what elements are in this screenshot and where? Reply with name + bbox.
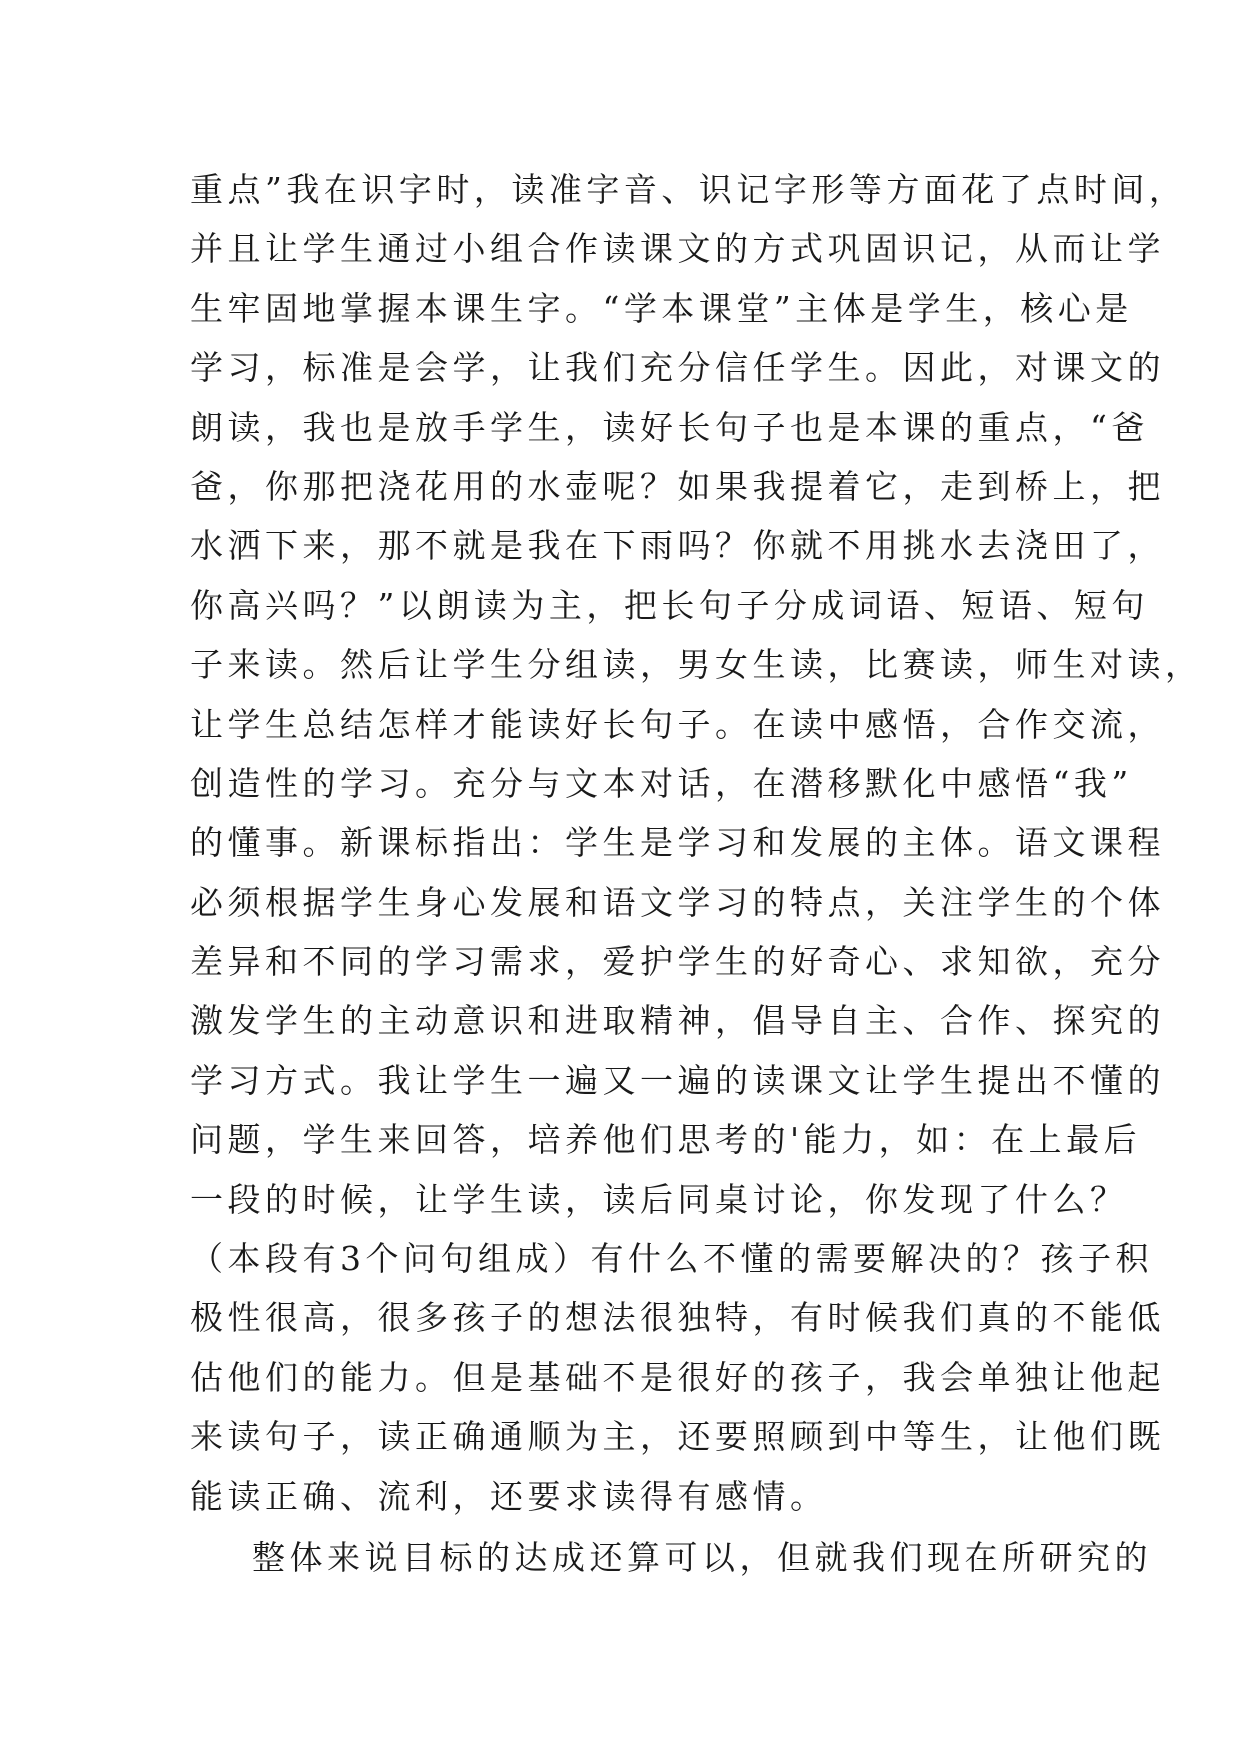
text-line: 来读句子，读正确通顺为主，还要照顾到中等生，让他们既 <box>190 1417 1165 1457</box>
paragraph <box>190 1528 1152 1587</box>
paragraph <box>190 160 1203 1526</box>
text-line: 整体来说目标的达成还算可以，但就我们现在所研究的 <box>252 1537 1152 1577</box>
text-line: 估他们的能力。但是基础不是很好的孩子，我会单独让他起 <box>190 1357 1165 1397</box>
text-line: 学习方式。我让学生一遍又一遍的读课文让学生提出不懂的 <box>190 1060 1165 1100</box>
text-line: 你高兴吗？”以朗读为主，把长句子分成词语、短语、短句 <box>190 585 1149 625</box>
text-line: 学习，标准是会学，让我们充分信任学生。因此，对课文的 <box>190 348 1165 388</box>
text-line: 朗读，我也是放手学生，读好长句子也是本课的重点，“爸 <box>190 407 1149 447</box>
text-line: 创造性的学习。充分与文本对话，在潜移默化中感悟“我” <box>190 763 1133 803</box>
text-line: （本段有3个问句组成）有什么不懂的需要解决的？孩子积 <box>190 1239 1153 1279</box>
text-line: 能读正确、流利，还要求读得有感情。 <box>190 1476 828 1516</box>
text-line: 一段的时候，让学生读，读后同桌讨论，你发现了什么？ <box>190 1179 1128 1219</box>
text-line: 子来读。然后让学生分组读，男女生读，比赛读，师生对读， <box>190 645 1203 685</box>
text-line: 极性很高，很多孩子的想法很独特，有时候我们真的不能低 <box>190 1298 1165 1338</box>
text-line: 差异和不同的学习需求，爱护学生的好奇心、求知欲，充分 <box>190 942 1165 982</box>
text-line: 问题，学生来回答，培养他们思考的'能力，如：在上最后 <box>190 1120 1142 1160</box>
text-line: 并且让学生通过小组合作读课文的方式巩固识记，从而让学 <box>190 229 1165 269</box>
text-line: 生牢固地掌握本课生字。“学本课堂”主体是学生，核心是 <box>190 288 1133 328</box>
text-line: 激发学生的主动意识和进取精神，倡导自主、合作、探究的 <box>190 1001 1165 1041</box>
text-line: 重点”我在识字时，读准字音、识记字形等方面花了点时间， <box>190 170 1187 209</box>
text-line: 让学生总结怎样才能读好长句子。在读中感悟，合作交流， <box>190 704 1165 744</box>
text-line: 水洒下来，那不就是我在下雨吗？你就不用挑水去浇田了， <box>190 526 1165 566</box>
text-line: 爸，你那把浇花用的水壶呢？如果我提着它，走到桥上，把 <box>190 466 1165 506</box>
text-line: 的懂事。新课标指出：学生是学习和发展的主体。语文课程 <box>190 823 1165 863</box>
text-line: 必须根据学生身心发展和语文学习的特点，关注学生的个体 <box>190 882 1165 922</box>
body-text <box>190 160 1203 1587</box>
